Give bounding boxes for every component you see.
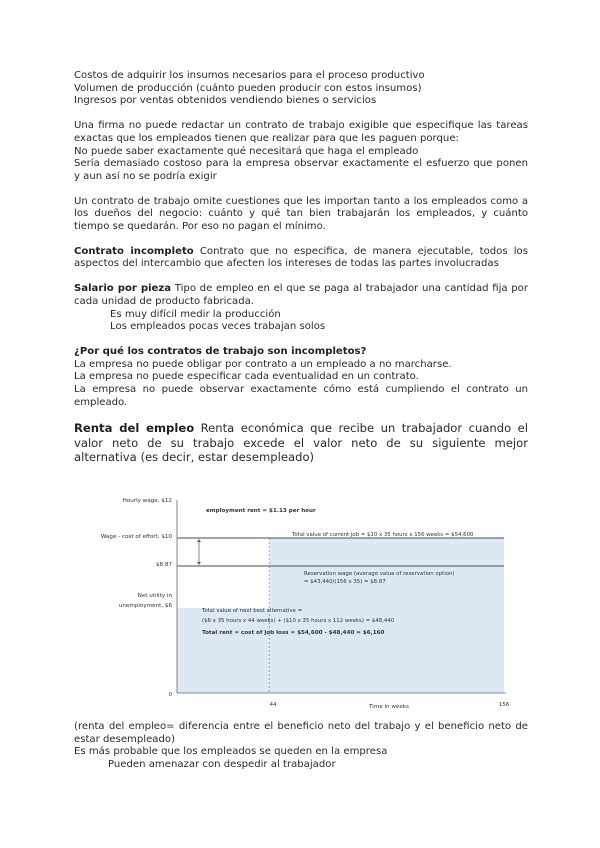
incomplete-contract-definition [74,246,528,271]
x-axis-label: Time in weeks [369,704,409,710]
unemployment-gap-area [178,566,270,608]
document-body [74,70,528,465]
contract-paragraph: Una firma no puede redactar un contrato de trabajo exigible que especifique las tareas exactas que los empleados tienen que realizar para que les paguen porque: [74,120,528,144]
piece-rate-point: Es muy difícil medir la producción [110,308,281,320]
incomplete-contract-term: Contrato incompleto [74,245,194,257]
why-line: La empresa no puede observar exactamente cómo está cumpliendo el contrato un empleado. [74,384,528,408]
rent-note: (renta del empleo= diferencia entre el beneficio neto del trabajo y el beneficio neto de estar desempleado) [74,721,528,745]
current-job-annotation: Total value of current job = $10 x 35 hours x 156 weeks = $54,600 [292,532,474,538]
intro-line: Volumen de producción (cuánto pueden producir con estos insumos) [74,82,422,94]
employment-rent-term: Renta del empleo [74,421,195,436]
threat-line: Pueden amenazar con despedir al trabajador [108,759,336,771]
y-label-hourly-wage: Hourly wage, $12 [122,498,172,504]
y-label-unemployed-2: unemployment, $6 [118,603,172,609]
after-chart-notes [74,721,528,772]
y-label-wage-minus-effort: Wage - cost of effort, $10 [100,534,172,540]
next-best-annotation-1: Total value of next best alternative = [202,608,303,614]
next-best-annotation-2: ($6 x 35 hours x 44 weeks) + ($10 x 35 hours x 112 weeks) = $48,440 [202,618,395,624]
contract-reason: Sería demasiado costoso para la empresa observar exactamente el esfuerzo que ponen y aun así no se podría exigir [74,158,528,182]
why-heading-text: ¿Por qué los contratos de trabajo son incompletos? [74,345,367,357]
employment-rent-label: employment rent = $1.13 per hour [206,508,316,514]
omits-paragraph: Un contrato de trabajo omite cuestiones que les importan tanto a los empleados como a los dueños del negocio: cuánto y qué tan bien trabajarán los empleados, y cuánto tiempo se quedarán. Por eso no pagan el mínimo. [74,195,528,233]
x-tick-44: 44 [269,702,277,708]
piece-rate-term: Salario por pieza [74,283,172,295]
piece-rate-point: Los empleados pocas veces trabajan solos [110,321,326,333]
why-line: La empresa no puede especificar cada eventualidad en un contrato. [74,371,419,383]
y-label-origin: 0 [168,692,172,698]
intro-line: Costos de adquirir los insumos necesarios para el proceso productivo [74,70,425,81]
reservation-annotation-2: = $43,440/(156 x 35) = $8.87 [304,579,386,585]
contract-reason: No puede saber exactamente qué necesitará que haga el empleado [74,145,419,157]
alternative-gap-area [178,539,270,567]
reservation-annotation-1: Reservation wage (average value of reservation option) [304,571,455,577]
why-line: La empresa no puede obligar por contrato a un empleado a no marcharse. [74,358,452,370]
employment-rent-chart [74,492,528,718]
piece-rate-definition [74,283,528,308]
total-rent-annotation: Total rent = cost of job loss = $54,600 - $48,440 = $6,160 [202,630,385,636]
employment-rent-text: Renta económica que recibe un trabajador cuando el valor neto de su trabajo excede el valor neto de su siguiente mejor alternativa (es decir, estar desempleado) [74,421,529,465]
employment-rent-definition [74,421,528,464]
x-tick-156: 156 [498,702,510,708]
piece-rate-text: Tipo de empleo en el que se paga al trabajador una cantidad fija por cada unidad de producto fabricada. [74,283,528,307]
intro-line: Ingresos por ventas obtenidos vendiendo bienes o servicios [74,95,377,107]
y-label-unemployed-1: Net utility in [137,593,172,599]
stay-line: Es más probable que los empleados se queden en la empresa [74,746,388,758]
y-label-reservation: $8.87 [155,562,172,568]
incomplete-contract-text: Contrato que no especifica, de manera ejecutable, todos los aspectos del intercambio que afecten los intereses de todas las partes involucradas [74,245,528,270]
why-heading [74,346,528,359]
